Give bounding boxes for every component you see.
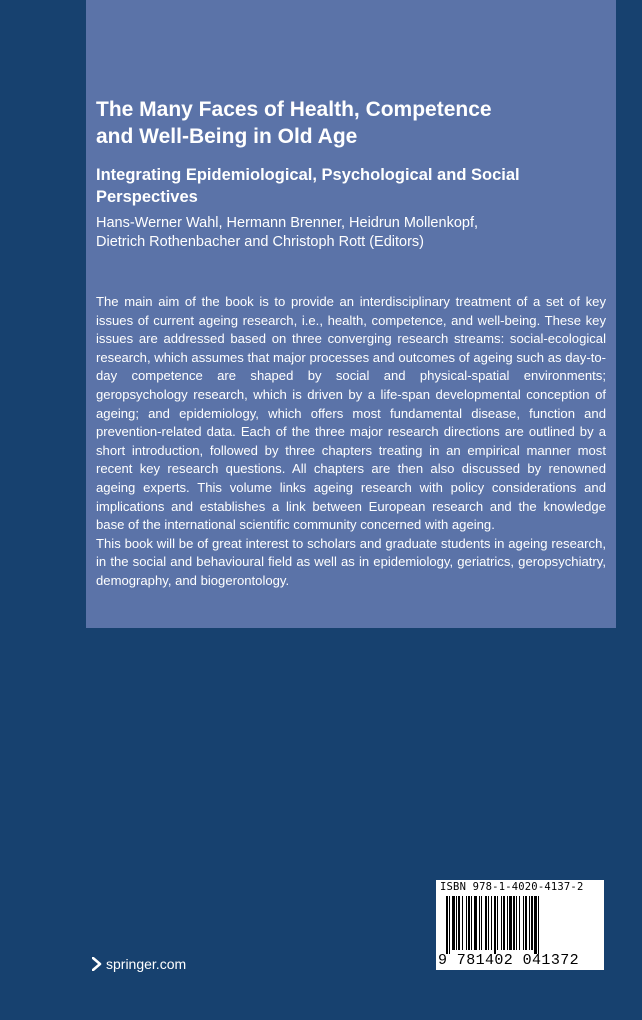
barcode-bar <box>458 896 460 950</box>
barcode-bar <box>494 896 496 954</box>
book-subtitle: Integrating Epidemiological, Psychological and Social Perspectives <box>96 166 520 206</box>
book-title-line2: and Well-Being in Old Age <box>96 125 358 148</box>
barcode-bar <box>516 896 517 950</box>
blurb-paragraph: The main aim of the book is to provide an interdisciplinary treatment of a set of key issues of current ageing research, i.e., health, competence, and well-being. These key issues are addressed based on three converging research streams: social-ecological research, which assumes that major processes and outcomes of ageing such as day-to-day competence are shaped by social and physical-spatial environments; geropsychology research, which is driven by a life-span developmental conception of ageing; and epidemiology, which offers most fundamental disease, function and prevention-related data. Each of the three major research directions are outlined by a short introduction, followed by three chapters treating in an empirical manner most recent key research questions. All chapters are then also discussed by renowned ageing experts. This volume links ageing research with policy considerations and implications and establishes a link between European research and the knowledge base of the international scientific community concerned with ageing. <box>96 294 606 533</box>
blurb <box>96 293 606 591</box>
publisher-website: springer.com <box>106 956 187 972</box>
barcode-bar <box>491 896 492 950</box>
editors <box>96 214 596 252</box>
barcode-bar <box>479 896 480 950</box>
barcode-bar <box>468 896 470 950</box>
chevron-right-icon <box>92 957 102 971</box>
barcode-bar <box>525 896 527 950</box>
barcode <box>436 880 604 970</box>
editors-line2: Dietrich Rothenbacher and Christoph Rott (Editors) <box>96 234 425 250</box>
barcode-bar <box>534 896 537 954</box>
barcode-bar <box>466 896 467 950</box>
barcode-bar <box>513 896 515 950</box>
book-title-line1: The Many Faces of Health, Competence <box>96 98 492 121</box>
barcode-bar <box>456 896 457 950</box>
barcode-bar <box>452 896 455 950</box>
barcode-bar <box>471 896 472 950</box>
barcode-bar <box>446 896 448 954</box>
publisher-link[interactable] <box>92 956 186 972</box>
barcode-bar <box>488 896 489 950</box>
barcode-bar <box>509 896 512 950</box>
barcode-bar <box>474 896 477 950</box>
barcode-bar <box>503 896 505 950</box>
isbn-label: ISBN 978-1-4020-4137-2 <box>440 881 584 893</box>
barcode-bar <box>519 896 520 950</box>
book-title <box>96 96 596 150</box>
barcode-bar <box>449 896 450 954</box>
barcode-bar <box>497 896 498 950</box>
blurb-paragraph: This book will be of great interest to scholars and graduate students in ageing research, in the social and behavioural field as well as in epidemiology, geriatrics, geropsychiatry, demography, and biogerontology. <box>96 535 606 588</box>
barcode-bar <box>529 896 530 950</box>
barcode-bars <box>440 896 600 954</box>
barcode-bar <box>507 896 508 950</box>
barcode-bar <box>523 896 524 950</box>
barcode-bar <box>501 896 502 950</box>
editors-line1: Hans-Werner Wahl, Hermann Brenner, Heidrun Mollenkopf, <box>96 215 478 231</box>
barcode-bar <box>538 896 539 954</box>
barcode-bar <box>462 896 463 950</box>
barcode-bar <box>485 896 487 950</box>
ean-number: 9 781402 041372 <box>438 952 580 969</box>
barcode-bar <box>481 896 482 950</box>
barcode-bar <box>531 896 533 950</box>
